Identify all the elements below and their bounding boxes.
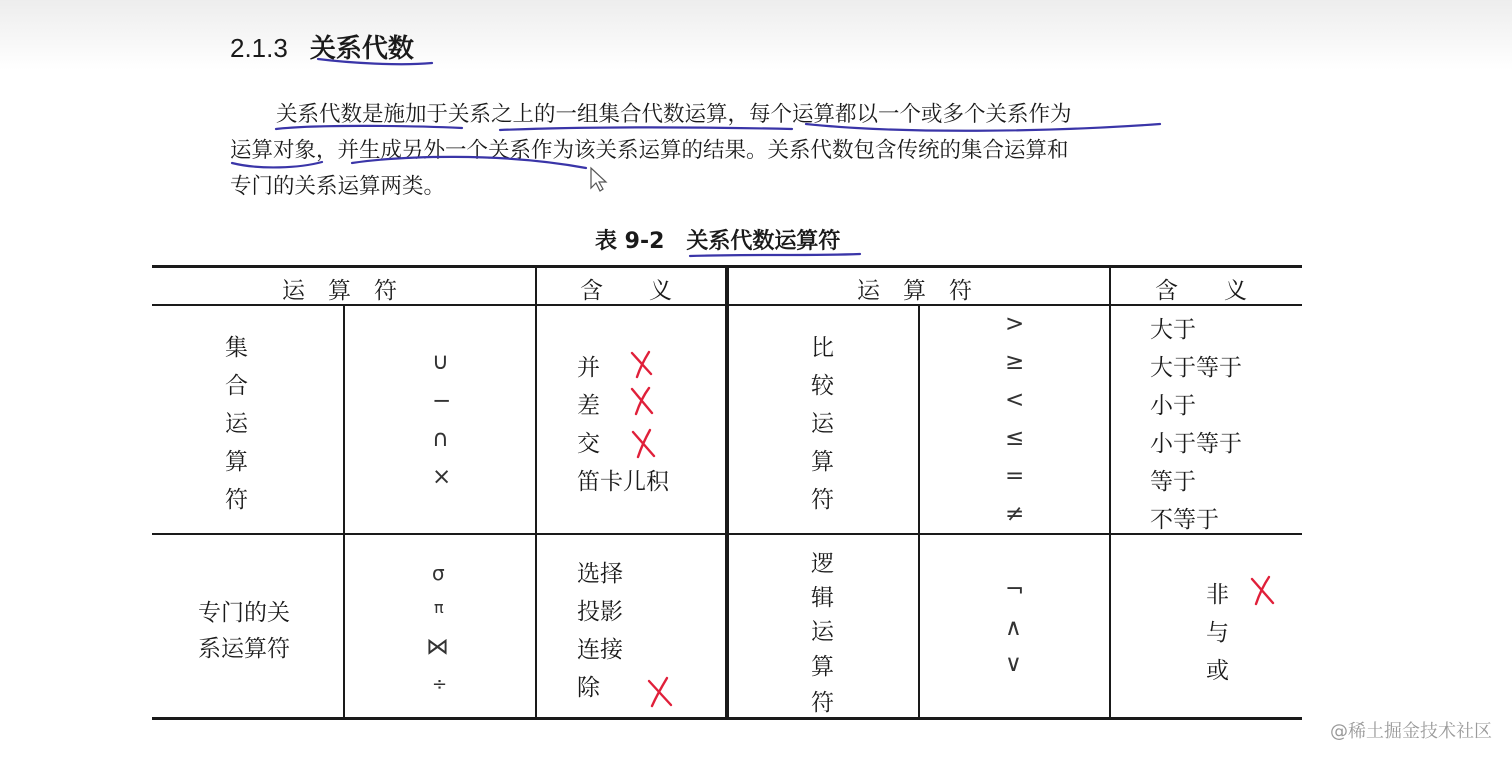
section-number: 2.1.3 [230, 33, 288, 63]
red-cross-mark [649, 678, 671, 706]
header-meaning-left: 含 义 [580, 278, 672, 304]
special-symbol-project: π [434, 598, 444, 617]
table-divider-2 [535, 266, 537, 719]
comparison-symbol: > [1005, 311, 1025, 337]
special-category-line: 专门的关 [198, 600, 290, 626]
page-top-shadow [0, 0, 1512, 70]
table-caption-title: 关系代数运算符 [686, 229, 841, 254]
paragraph-line-2: 运算对象，并生成另外一个关系作为该关系运算的结果。关系代数包含传统的集合运算和 [230, 138, 1069, 163]
comparison-symbol: ≤ [1005, 425, 1025, 451]
comparison-meaning: 大于等于 [1150, 355, 1242, 381]
logic-symbol-and: ∧ [1005, 615, 1022, 641]
watermark: @稀土掘金技术社区 [1330, 721, 1492, 742]
comparison-meaning: 不等于 [1150, 507, 1219, 533]
comparison-meaning: 大于 [1150, 317, 1196, 343]
logic-meaning: 或 [1206, 658, 1229, 684]
comparison-category-char: 运 [811, 411, 834, 437]
comparison-meaning: 小于等于 [1150, 431, 1242, 457]
special-symbol-join: ⋈ [426, 634, 449, 660]
set-symbol-difference: − [432, 388, 452, 414]
comparison-category-char: 比 [811, 335, 834, 361]
red-cross-mark [633, 430, 654, 457]
comparison-symbol: ≠ [1005, 501, 1025, 527]
set-meaning: 交 [577, 431, 600, 457]
logic-category-char: 运 [811, 619, 834, 645]
special-meaning: 投影 [577, 599, 623, 625]
paragraph-line-1: 关系代数是施加于关系之上的一组集合代数运算，每个运算都以一个或多个关系作为 [276, 102, 1072, 127]
table-divider-1 [343, 306, 345, 719]
special-category-line: 系运算符 [198, 636, 290, 662]
red-cross-mark [632, 388, 652, 414]
logic-symbol-not: ¬ [1005, 577, 1025, 603]
set-symbol-product: × [432, 464, 452, 490]
table-divider-3 [918, 306, 920, 719]
comparison-symbol: < [1005, 387, 1025, 413]
set-category-char: 集 [225, 335, 248, 361]
logic-meaning: 非 [1206, 582, 1229, 608]
comparison-symbol: ≥ [1005, 349, 1025, 375]
set-category-char: 运 [225, 411, 248, 437]
section-heading [230, 28, 414, 65]
special-symbol-divide: ÷ [432, 674, 448, 695]
comparison-category-char: 算 [811, 449, 834, 475]
header-operator-left: 运 算 符 [282, 278, 397, 304]
logic-category-char: 逻 [811, 551, 834, 577]
comparison-meaning: 小于 [1150, 393, 1196, 419]
red-cross-mark [1252, 577, 1273, 604]
logic-category-char: 辑 [811, 585, 834, 611]
header-meaning-right: 含 义 [1155, 278, 1247, 304]
comparison-meaning: 等于 [1150, 469, 1196, 495]
set-meaning: 笛卡儿积 [577, 469, 669, 495]
set-meaning: 差 [577, 393, 600, 419]
section-title: 关系代数 [309, 34, 414, 64]
table-divider-4 [1109, 266, 1111, 719]
special-meaning: 除 [577, 675, 600, 701]
set-meaning: 并 [577, 355, 600, 381]
set-category-char: 合 [225, 373, 248, 399]
header-operator-right: 运 算 符 [857, 278, 972, 304]
comparison-category-char: 符 [811, 487, 834, 513]
set-symbol-intersection: ∩ [432, 426, 449, 452]
logic-meaning: 与 [1206, 620, 1229, 646]
comparison-symbol: = [1005, 463, 1025, 489]
set-category-char: 符 [225, 487, 248, 513]
set-category-char: 算 [225, 449, 248, 475]
logic-category-char: 符 [811, 690, 834, 716]
red-cross-mark [632, 352, 651, 377]
special-symbol-select: σ [432, 561, 445, 585]
logic-symbol-or: ∨ [1005, 651, 1022, 677]
table-caption [595, 224, 840, 255]
special-meaning: 连接 [577, 637, 623, 663]
special-meaning: 选择 [577, 561, 623, 587]
table-caption-number: 表 9-2 [595, 229, 665, 254]
table-divider-center [725, 266, 729, 719]
logic-category-char: 算 [811, 654, 834, 680]
comparison-category-char: 较 [811, 373, 834, 399]
set-symbol-union: ∪ [432, 349, 449, 375]
paragraph-line-3: 专门的关系运算两类。 [230, 174, 446, 199]
